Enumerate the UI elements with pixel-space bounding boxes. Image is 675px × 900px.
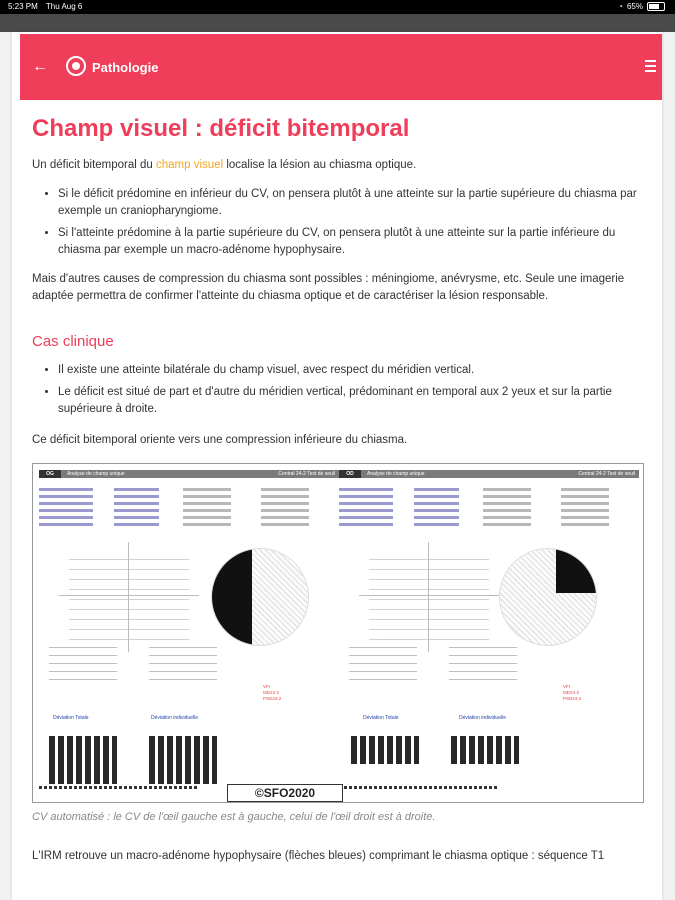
logo-icon	[66, 56, 86, 76]
global-indices: VFI MD24-2 PSD24-2	[263, 684, 282, 701]
threshold-values	[369, 550, 489, 640]
report-title: Analyse de champ unique	[67, 471, 125, 477]
report-title: Analyse de champ unique	[367, 471, 425, 477]
list-item: • Le déficit est situé de part et d'autre du méridien vertical, prédominant en temporal aux 2 yeux et sur la partie supérieure à droite.	[58, 384, 644, 418]
left-eye-report	[39, 470, 339, 796]
copyright-watermark: ©SFO2020	[227, 784, 343, 802]
case-conclusion: Ce déficit bitemporal oriente vers une compression inférieure du chiasma.	[32, 434, 408, 446]
signature-line	[39, 786, 199, 789]
left-eye-label: OG	[39, 470, 61, 478]
deviation-total-label: Déviation Totale	[53, 715, 89, 721]
header-title: Pathologie	[92, 60, 159, 75]
probability-map	[351, 736, 419, 764]
visual-field-figure	[32, 463, 644, 803]
deviation-total-label: Déviation Totale	[363, 715, 399, 721]
probability-map	[451, 736, 519, 764]
grayscale-field	[499, 548, 597, 646]
list-item: • Il existe une atteinte bilatérale du champ visuel, avec respect du méridien vertical.	[58, 362, 644, 379]
figure-caption: CV automatisé : le CV de l'œil gauche est à gauche, celui de l'œil droit est à droite.	[32, 811, 436, 823]
intro-text-before: Un déficit bitemporal du	[32, 159, 157, 171]
global-indices: VFI MD24-2 PSD24-2	[563, 684, 582, 701]
intro-paragraph	[32, 157, 644, 174]
article-content	[32, 114, 644, 865]
back-arrow-icon[interactable]: ←	[32, 58, 48, 75]
menu-icon[interactable]	[645, 60, 656, 75]
deviation-values	[349, 640, 417, 680]
list-item: • Si le déficit prédomine en inférieur du CV, on pensera plutôt à une atteinte sur la partie supérieure du chiasma par exemple un craniopharyngiome.	[58, 186, 644, 220]
intro-text-after: localise la lésion au chiasma optique.	[223, 159, 417, 171]
deviation-individual-label: Déviation individuelle	[459, 715, 506, 721]
right-eye-report	[339, 470, 639, 796]
report-program: Central 24-2 Test de seuil	[578, 471, 635, 477]
report-program: Central 24-2 Test de seuil	[278, 471, 335, 477]
probability-map	[49, 736, 117, 784]
right-report-header	[339, 470, 639, 478]
patient-info	[39, 484, 339, 534]
grayscale-field	[211, 548, 309, 646]
status-date: Thu Aug 6	[45, 2, 83, 11]
deficit-list	[32, 186, 644, 259]
article-page	[12, 32, 662, 900]
wifi-icon: ◔	[618, 2, 623, 11]
mri-paragraph: L'IRM retrouve un macro-adénome hypophysaire (flèches bleues) comprimant le chiasma optique : séquence T1	[32, 850, 605, 862]
causes-paragraph: Mais d'autres causes de compression du chiasma sont possibles : méningiome, anévrysme, etc. Seule une imagerie adaptée permettra de confirmer l'atteinte du chiasma optique et de caractériser la lésion responsable.	[32, 273, 625, 302]
case-title: Cas clinique	[32, 333, 114, 350]
signature-line	[339, 786, 499, 789]
deviation-individual-label: Déviation individuelle	[151, 715, 198, 721]
champ-visuel-link[interactable]: champ visuel	[156, 159, 224, 171]
deviation-values	[449, 640, 517, 680]
app-top-bar	[0, 14, 675, 32]
case-list	[32, 362, 644, 418]
left-report-header	[39, 470, 339, 478]
status-time: 5:23 PM	[8, 2, 38, 11]
article-title: Champ visuel : déficit bitemporal	[32, 115, 410, 142]
patient-info	[339, 484, 639, 534]
app-header	[20, 34, 662, 100]
deviation-values	[149, 640, 217, 680]
right-eye-label: OD	[339, 470, 361, 478]
battery-icon	[647, 2, 665, 11]
list-item: • Si l'atteinte prédomine à la partie supérieure du CV, on pensera plutôt à une atteinte sur la partie inférieure du chiasma par exemple un macro-adénome hypophysaire.	[58, 225, 644, 259]
status-bar	[0, 0, 675, 14]
probability-map	[149, 736, 217, 784]
deviation-values	[49, 640, 117, 680]
battery-percent: 65%	[626, 2, 643, 11]
threshold-values	[69, 550, 189, 640]
